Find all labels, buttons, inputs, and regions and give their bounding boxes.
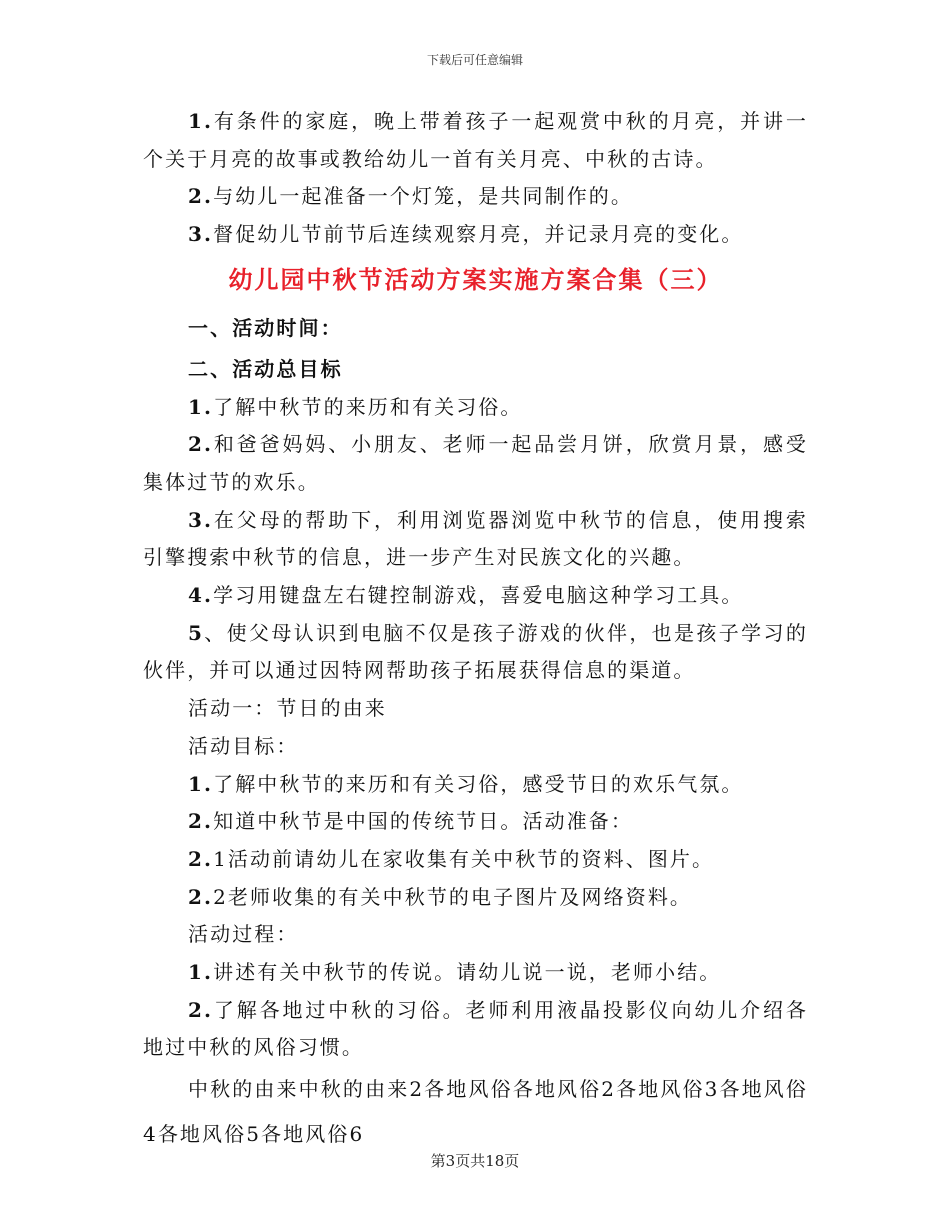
item-text: 2老师收集的有关中秋节的电子图片及网络资料。 <box>213 884 693 909</box>
activity-goal-item <box>143 803 808 841</box>
item-number: 1. <box>188 394 214 419</box>
item-text: 督促幼儿节前节后连续观察月亮，并记录月亮的变化。 <box>213 222 744 247</box>
goal-item <box>143 389 808 427</box>
page-header: 下载后可任意编辑 <box>426 53 523 67</box>
activity-goal-item <box>143 879 808 917</box>
item-number: 3. <box>188 507 214 532</box>
page-footer: 第3页共18页 <box>430 1152 520 1170</box>
item-number: 2. <box>188 846 214 871</box>
item-number: 2. <box>188 997 214 1022</box>
item-number: 2. <box>188 184 214 209</box>
paragraph <box>143 103 808 178</box>
item-text: 了解中秋节的来历和有关习俗，感受节日的欢乐气氛。 <box>213 771 744 796</box>
process-item <box>143 992 808 1067</box>
item-number: 1. <box>188 771 214 796</box>
activity-goal-item <box>143 766 808 804</box>
item-text: 1活动前请幼儿在家收集有关中秋节的资料、图片。 <box>213 846 715 871</box>
process-item <box>143 954 808 992</box>
goal-item <box>143 577 808 615</box>
item-text: 、使父母认识到电脑不仅是孩子游戏的伙伴，也是孩子学习的伙伴，并可以通过因特网帮助孩子拓展获得信息的渠道。 <box>143 620 808 683</box>
item-text: 了解中秋节的来历和有关习俗。 <box>213 394 523 419</box>
item-text: 讲述有关中秋节的传说。请幼儿说一说，老师小结。 <box>213 960 722 985</box>
paragraph <box>143 178 808 216</box>
heading-activity-time: 一、活动时间： <box>188 315 343 340</box>
item-text: 有条件的家庭，晚上带着孩子一起观赏中秋的月亮，并讲一个关于月亮的故事或教给幼儿一首有关月亮、中秋的古诗。 <box>143 109 808 171</box>
paragraph-last: 中秋的由来中秋的由来2各地风俗各地风俗2各地风俗3各地风俗4各地风俗5各地风俗6 <box>143 1077 808 1147</box>
item-number: 1. <box>188 109 214 133</box>
item-number: 4. <box>188 583 214 608</box>
activity-label: 活动一：节日的由来 <box>188 696 387 721</box>
goal-item <box>143 615 808 690</box>
item-text: 在父母的帮助下，利用浏览器浏览中秋节的信息，使用搜索引擎搜索中秋节的信息，进一步产生对民族文化的兴趣。 <box>143 507 808 570</box>
item-number: 2. <box>188 884 214 909</box>
section-title: 幼儿园中秋节活动方案实施方案合集（三） <box>228 264 723 294</box>
item-text: 学习用键盘左右键控制游戏，喜爱电脑这种学习工具。 <box>213 583 744 608</box>
goal-item <box>143 502 808 577</box>
item-text: 和爸爸妈妈、小朋友、老师一起品尝月饼，欣赏月景，感受集体过节的欢乐。 <box>143 432 808 494</box>
goal-item <box>143 426 808 501</box>
item-text: 了解各地过中秋的习俗。老师利用液晶投影仪向幼儿介绍各地过中秋的风俗习惯。 <box>143 997 808 1060</box>
page-content <box>143 103 808 1157</box>
item-number: 2. <box>188 809 214 834</box>
item-number: 3. <box>188 222 214 247</box>
paragraph <box>143 216 808 254</box>
item-number: 5 <box>188 620 205 645</box>
item-text: 与幼儿一起准备一个灯笼，是共同制作的。 <box>213 184 633 209</box>
activity-goal-label: 活动目标： <box>188 733 299 758</box>
heading-overall-goals: 二、活动总目标 <box>188 356 343 381</box>
activity-goal-item <box>143 841 808 879</box>
item-text: 知道中秋节是中国的传统节日。活动准备： <box>213 809 633 834</box>
item-number: 1. <box>188 960 214 985</box>
activity-process-label: 活动过程： <box>188 922 299 947</box>
item-number: 2. <box>188 432 214 457</box>
